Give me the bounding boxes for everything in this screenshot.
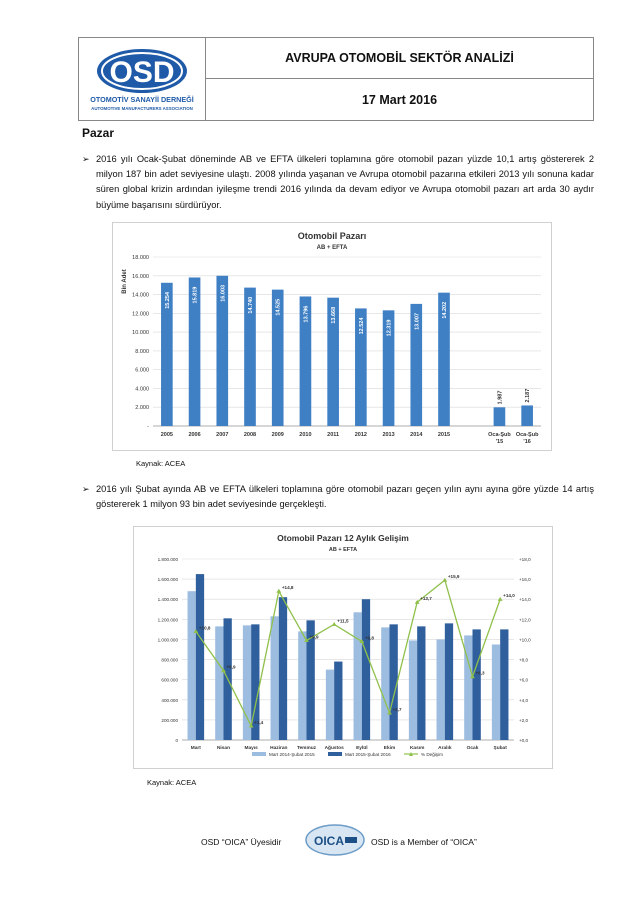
oica-logo (304, 823, 366, 859)
x-tick-label: Nisan (216, 746, 231, 751)
legend-label: % Değişim (421, 752, 443, 757)
bar-series-1 (298, 631, 306, 740)
chart-subtitle: AB + EFTA (316, 245, 348, 251)
arrow-bullet-icon: ➢ (82, 154, 90, 164)
y-tick-label: 0 (175, 738, 178, 743)
y-tick-label: 14.000 (132, 292, 149, 299)
bar-value-label: 2.187 (525, 388, 532, 403)
bar-series-1 (215, 626, 223, 740)
bar-series-1 (409, 640, 417, 740)
arrow-bullet-icon: ➢ (82, 484, 90, 494)
y-axis-label: Bin Adet (122, 269, 128, 294)
y-tick-label: 600.000 (161, 677, 178, 683)
y-tick-label: 18.000 (132, 255, 149, 261)
bar-value-label: 15.819 (192, 286, 199, 304)
y-tick-label: - (147, 424, 149, 430)
y-tick-label: 200.000 (161, 717, 178, 723)
bar-value-label: 15.254 (164, 291, 171, 309)
x-tick-label: Kasım (409, 746, 425, 751)
legend-label: Mart 2014-Şubat 2015 (269, 752, 315, 757)
y2-tick-label: +12,0 (519, 617, 531, 623)
x-tick-label: Oca-Şub (515, 432, 539, 438)
chart-annual-market-svg (113, 223, 551, 450)
bar-series-1 (326, 670, 334, 740)
y-tick-label: 1.400.000 (157, 597, 178, 603)
y-tick-label: 4.000 (135, 386, 149, 393)
y-tick-label: 1.600.000 (157, 577, 178, 583)
bar-series-2 (445, 623, 453, 740)
y2-tick-label: +18,0 (519, 557, 531, 562)
line-value-label: +1,4 (254, 719, 264, 725)
source-note-2: Kaynak: ACEA (147, 778, 197, 787)
bullet-text-1: 2016 yılı Ocak-Şubat döneminde AB ve EFTA ülkeleri toplamına göre otomobil pazarı yüzde 10,1 artış göstererek 2 milyon 187 bin adet seviyesine ulaştı. 2008 yılında yaşanan ve Avrupa otomobil pazarına etkileri 2013 yılı sonuna kadar süren global krizin ardından iyileşme trendi 2016 yılında da devam ediyor ve Avrupa otomobil pazarı art arda 30 aydır büyüme başarısını sürdürüyor. (96, 154, 594, 210)
bar-series-1 (188, 591, 196, 740)
line-value-label: +15,9 (447, 574, 460, 580)
source-note-1: Kaynak: ACEA (136, 459, 186, 468)
bar-value-label: 14.740 (248, 296, 254, 314)
oica-logo-text: OICA (314, 834, 344, 848)
y-tick-label: 1.000.000 (157, 637, 178, 643)
x-tick-label: Şubat (493, 746, 507, 751)
x-tick-label: 2005 (160, 432, 173, 438)
y-tick-label: 10.000 (132, 330, 149, 337)
legend-label: Mart 2015-Şubat 2016 (345, 752, 391, 757)
logo-text: OSD (109, 56, 175, 89)
x-tick-label: 2008 (243, 432, 257, 438)
chart-annual-market (112, 222, 552, 451)
bar (494, 407, 506, 426)
bar-series-1 (492, 644, 500, 740)
bar-series-2 (362, 599, 370, 740)
x-tick-label: Haziran (270, 746, 288, 751)
y2-tick-label: +2,0 (519, 717, 529, 723)
bar-series-1 (271, 616, 279, 740)
document-title: AVRUPA OTOMOBİL SEKTÖR ANALİZİ (206, 38, 593, 79)
bar-series-2 (417, 626, 425, 740)
y2-tick-label: +8,0 (519, 657, 529, 663)
x-tick-label: 2007 (216, 432, 229, 438)
x-tick-label: 2015 (437, 432, 451, 438)
x-tick-label: '16 (523, 439, 531, 445)
x-tick-label: Oca-Şub (488, 432, 511, 438)
bar-series-2 (473, 629, 481, 740)
logo-line2: AUTOMOTIVE MANUFACTURERS ASSOCIATION (91, 106, 193, 111)
y-tick-label: 12.000 (132, 311, 149, 318)
x-tick-label: Ağustos (324, 746, 344, 751)
chart-monthly-market-svg (134, 527, 552, 768)
bullet-text-2: 2016 yılı Şubat ayında AB ve EFTA ülkeleri toplamına göre otomobil pazarı geçen yılın aynı ayına göre yüzde 14 artış göstererek 1 milyon 93 bin adet seviyesinde gerçekleşti. (96, 484, 594, 510)
bar-series-2 (500, 629, 508, 740)
line-value-label: +13,7 (420, 596, 432, 602)
bar-series-2 (334, 662, 342, 740)
document-header (78, 37, 594, 121)
x-tick-label: Ekim (383, 746, 396, 751)
bar-series-1 (354, 612, 362, 740)
x-tick-label: Eylül (356, 746, 368, 751)
line-value-label: +6,9 (226, 664, 236, 670)
bar-value-label: 12.524 (358, 317, 365, 335)
document-date: 17 Mart 2016 (361, 92, 438, 107)
x-tick-label: 2009 (271, 432, 284, 438)
y2-tick-label: +16,0 (519, 577, 531, 583)
y2-tick-label: +10,0 (519, 637, 531, 643)
footer-left-text: OSD “OICA” Üyesidir (201, 837, 282, 847)
line-value-label: +11,5 (337, 618, 349, 624)
x-tick-label: 2014 (410, 432, 423, 438)
bar-value-label: 1.987 (497, 390, 504, 405)
x-tick-label: '15 (495, 439, 504, 445)
y-tick-label: 1.200.000 (157, 617, 178, 623)
bar-value-label: 13.668 (331, 306, 338, 324)
y-tick-label: 400.000 (161, 697, 178, 703)
x-tick-label: 2012 (354, 432, 367, 438)
x-tick-label: 2010 (299, 432, 312, 438)
x-tick-label: 2006 (188, 432, 201, 438)
x-tick-label: Mart (190, 746, 201, 751)
bar-value-label: 12.319 (386, 319, 393, 337)
chart-monthly-market (133, 526, 553, 769)
bar-series-1 (437, 639, 445, 740)
y-tick-label: 6.000 (135, 367, 149, 374)
bar-value-label: 13.796 (303, 305, 310, 323)
y-tick-label: 16.000 (132, 273, 149, 280)
bar-value-label: 14.202 (442, 301, 448, 319)
x-tick-label: Ocak (466, 746, 479, 751)
legend-swatch (252, 752, 266, 756)
osd-logo-graphic (79, 38, 205, 120)
y-tick-label: 8.000 (135, 348, 149, 355)
footer-right-text: OSD is a Member of “OICA” (371, 837, 477, 847)
chart-title: Otomobil Pazarı (297, 231, 367, 241)
bar (521, 405, 533, 426)
chart-title: Otomobil Pazarı 12 Aylık Gelişim (277, 533, 409, 543)
x-tick-label: 2011 (327, 432, 340, 438)
logo-line1: OTOMOTİV SANAYİİ DERNEĞİ (90, 95, 194, 104)
section-title: Pazar (82, 126, 115, 140)
bar-value-label: 14.525 (275, 298, 282, 316)
y-tick-label: 1.800.000 (157, 557, 178, 562)
y2-tick-label: +6,0 (519, 677, 529, 683)
bullet-paragraph-1 (82, 152, 594, 213)
oica-logo-graphic (304, 823, 366, 857)
x-tick-label: Temmuz (296, 746, 317, 751)
line-value-label: +14,0 (503, 593, 515, 599)
chart-subtitle: AB + EFTA (328, 547, 358, 553)
y2-tick-label: +4,0 (519, 697, 529, 703)
osd-logo (79, 38, 206, 120)
bar-value-label: 13.007 (414, 313, 421, 330)
line-value-label: +2,7 (392, 706, 402, 712)
x-tick-label: 2013 (382, 432, 395, 438)
y2-tick-label: +14,0 (519, 597, 531, 603)
y-tick-label: 2.000 (135, 405, 149, 412)
bar-series-2 (279, 597, 287, 740)
y2-tick-label: +0,0 (519, 738, 529, 743)
bullet-paragraph-2 (82, 482, 594, 512)
line-value-label: +9,9 (309, 634, 319, 640)
legend-swatch (328, 752, 342, 756)
x-tick-label: Mayıs (244, 746, 258, 751)
bar-series-2 (196, 574, 204, 740)
x-tick-label: Aralık (438, 746, 452, 751)
bar-value-label: 16.003 (220, 284, 227, 302)
line-value-label: +10,8 (198, 625, 211, 631)
line-value-label: +9,8 (364, 635, 374, 641)
y-tick-label: 800.000 (161, 657, 178, 663)
bar-series-1 (381, 627, 389, 740)
line-value-label: +14,8 (281, 585, 294, 591)
line-value-label: +6,3 (475, 670, 485, 676)
